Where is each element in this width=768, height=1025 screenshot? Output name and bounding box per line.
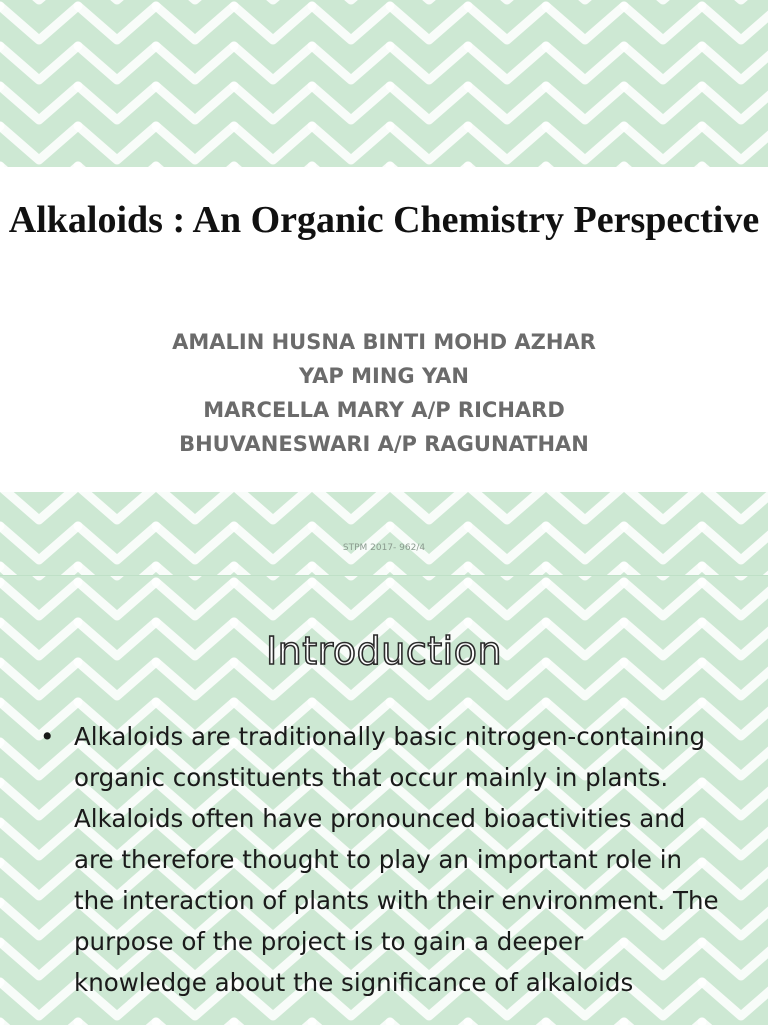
course-code: STPM 2017- 962/4 bbox=[342, 543, 426, 553]
title-band bbox=[0, 167, 768, 492]
bullet-point-icon: • bbox=[40, 722, 55, 751]
author-name: BHUVANESWARI A/P RAGUNATHAN bbox=[179, 432, 589, 456]
bullet-item bbox=[40, 716, 720, 1003]
introduction-slide bbox=[0, 575, 768, 1025]
bullet-text: Alkaloids are traditionally basic nitrogen-containing organic constituents that occur mainly in plants. Alkaloids often have pronounced bioactivities and are therefore thought to play an important role in the interaction of plants with their environment. The purpose of the project is to gain a deeper knowledge about the significance of alkaloids bbox=[74, 722, 719, 997]
author-name: YAP MING YAN bbox=[298, 364, 469, 388]
author-name: AMALIN HUSNA BINTI MOHD AZHAR bbox=[172, 330, 596, 354]
slide-heading: Introduction bbox=[265, 629, 503, 673]
author-list bbox=[0, 325, 768, 461]
slide-title: Alkaloids : An Organic Chemistry Perspective bbox=[8, 199, 760, 241]
author-name: MARCELLA MARY A/P RICHARD bbox=[203, 398, 565, 422]
